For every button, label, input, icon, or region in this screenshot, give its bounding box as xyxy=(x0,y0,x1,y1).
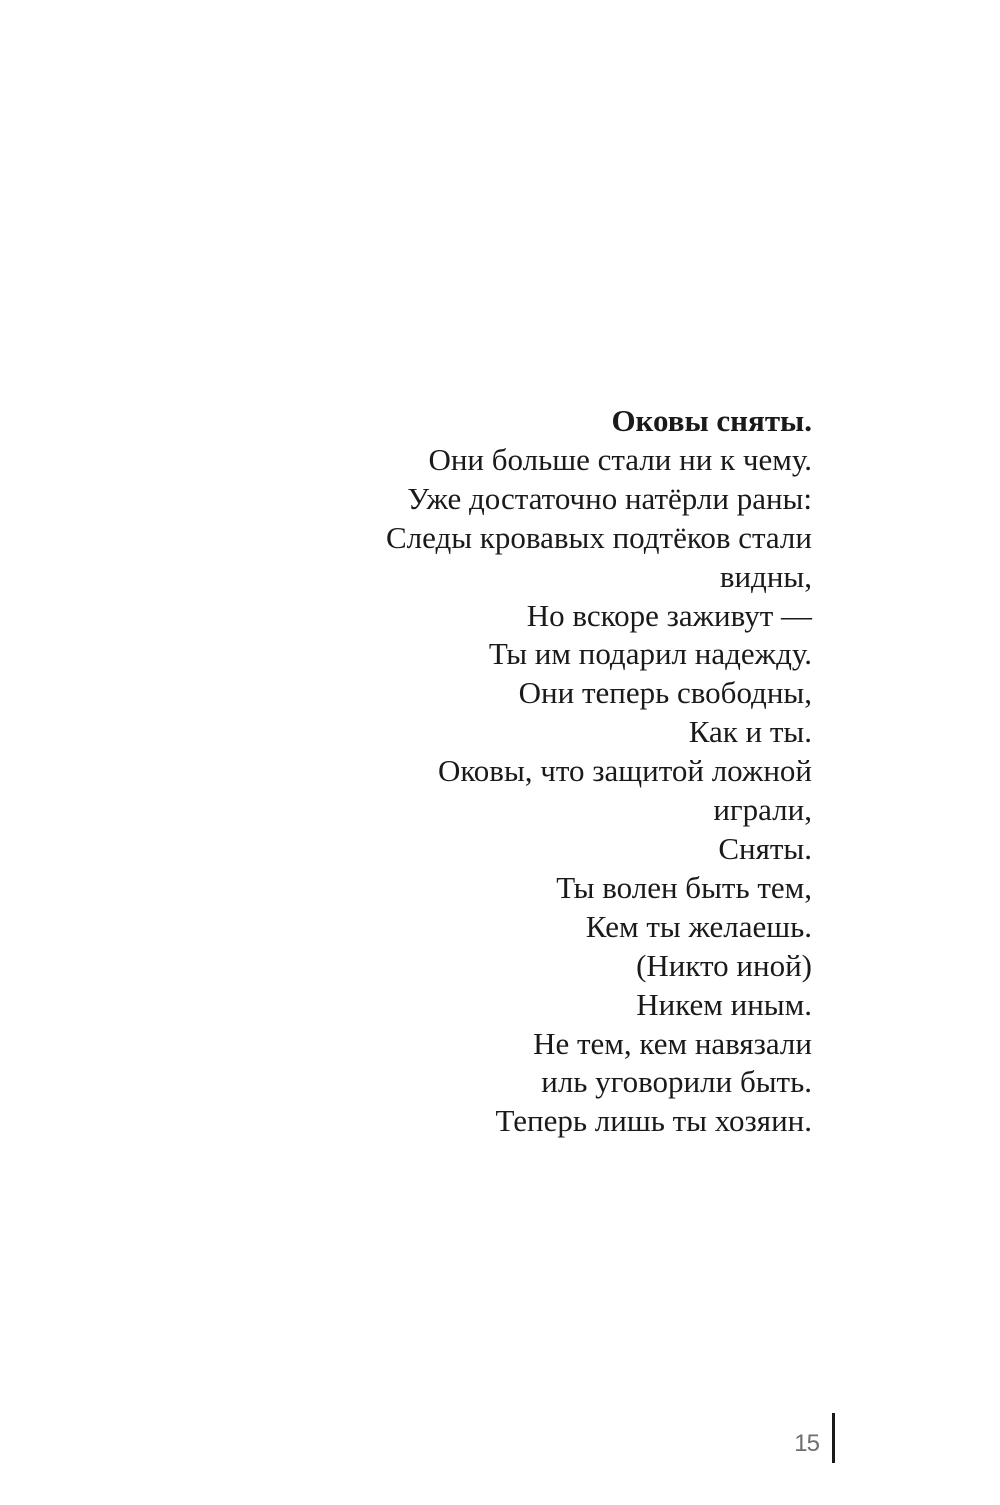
poem-line: Ты волен быть тем, xyxy=(556,869,812,905)
page-number-divider xyxy=(832,1413,835,1463)
poem-line: Кем ты желаешь. xyxy=(585,908,812,944)
poem xyxy=(292,402,812,1141)
poem-line: Они больше стали ни к чему. xyxy=(428,441,812,477)
poem-line: Они теперь свободны, xyxy=(518,675,812,711)
poem-line: Уже достаточно натёрли раны: xyxy=(407,480,812,516)
poem-title: Оковы сняты. xyxy=(611,403,812,438)
poem-line: играли, xyxy=(713,792,812,828)
page-number: 15 xyxy=(794,1430,819,1457)
poem-line: Ты им подарил надежду. xyxy=(488,636,812,672)
poem-line: Но вскоре заживут — xyxy=(526,597,812,633)
poem-line: Сняты. xyxy=(718,830,812,866)
poem-line: иль уговорили быть. xyxy=(541,1064,812,1100)
poem-line: Никем иным. xyxy=(636,986,812,1022)
poem-line: Как и ты. xyxy=(688,714,812,750)
poem-line: Оковы, что защитой ложной xyxy=(437,753,812,789)
poem-line: Теперь лишь ты хозяин. xyxy=(495,1103,812,1139)
poem-line: Следы кровавых подтёков стали xyxy=(385,519,812,555)
poem-line: Не тем, кем навязали xyxy=(533,1025,812,1061)
poem-line: видны, xyxy=(719,558,812,594)
poem-line: (Никто иной) xyxy=(636,947,812,983)
